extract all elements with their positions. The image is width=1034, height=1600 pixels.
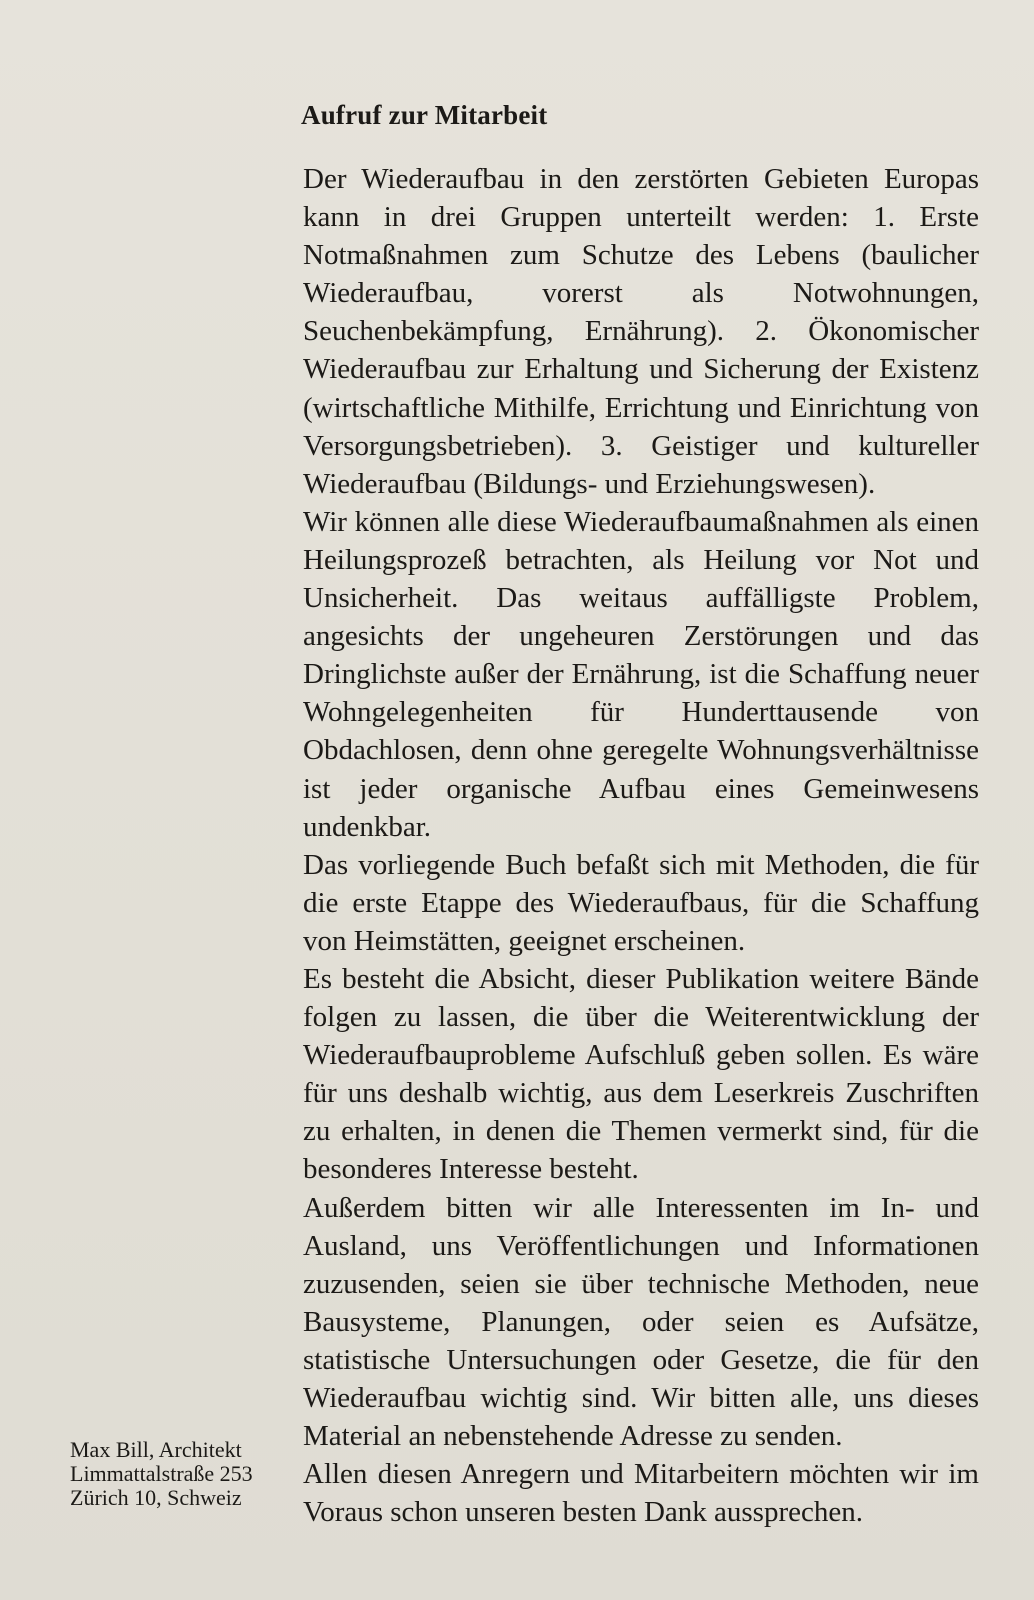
address-block [70, 1438, 290, 1510]
address-city: Zürich 10, Schweiz [70, 1485, 242, 1510]
paragraph-4: Es besteht die Absicht, dieser Publikation weitere Bände folgen zu lassen, die über die Weiterentwicklung der Wiederaufbauprobleme Aufschluß geben sollen. Es wäre für uns deshalb wichtig, aus dem Leserkreis Zuschriften zu erhalten, in denen die Themen vermerkt sind, für die besonderes Interesse besteht. [303, 962, 979, 1186]
address-street: Limmattalstraße 253 [70, 1461, 253, 1486]
address-name: Max Bill, Architekt [70, 1437, 242, 1462]
paragraph-2: Wir können alle diese Wiederaufbaumaßnahmen als einen Heilungsprozeß betrachten, als Heilung vor Not und Unsicherheit. Das weitaus auffälligste Problem, angesichts der ungeheuren Zerstörungen und das Dringlichste außer der Ernährung, ist die Schaffung neuer Wohngelegenheiten für Hunderttausende von Obdachlosen, denn ohne geregelte Wohnungsverhältnisse ist jeder organische Aufbau eines Gemeinwesens undenkbar. [303, 505, 979, 843]
page-title: Aufruf zur Mitarbeit [301, 100, 548, 130]
paragraph-3: Das vorliegende Buch befaßt sich mit Methoden, die für die erste Etappe des Wiederaufbaus, für die Schaffung von Heimstätten, geeignet erscheinen. [303, 848, 979, 957]
paragraph-6: Allen diesen Anregern und Mitarbeitern möchten wir im Voraus schon unseren besten Dank aussprechen. [303, 1458, 979, 1529]
paragraph-5: Außerdem bitten wir alle Interessenten im In- und Ausland, uns Veröffentlichungen und Informationen zuzusenden, seien sie über technische Methoden, neue Bausysteme, Planungen, oder seien es Aufsätze, statistische Untersuchungen oder Gesetze, die für den Wiederaufbau wichtig sind. Wir bitten alle, uns dieses Material an nebenstehende Adresse zu senden. [303, 1191, 979, 1453]
body-text [303, 160, 979, 1531]
paragraph-1: Der Wiederaufbau in den zerstörten Gebieten Europas kann in drei Gruppen unterteilt werden: 1. Erste Notmaßnahmen zum Schutze des Lebens (baulicher Wiederaufbau, vorerst als Notwohnungen, Seuchenbekämpfung, Ernährung). 2. Ökonomischer Wiederaufbau zur Erhaltung und Sicherung der Existenz (wirtschaftliche Mithilfe, Errichtung und Einrichtung von Versorgungsbetrieben). 3. Geistiger und kultureller Wiederaufbau (Bildungs- und Erziehungswesen). [303, 163, 979, 500]
